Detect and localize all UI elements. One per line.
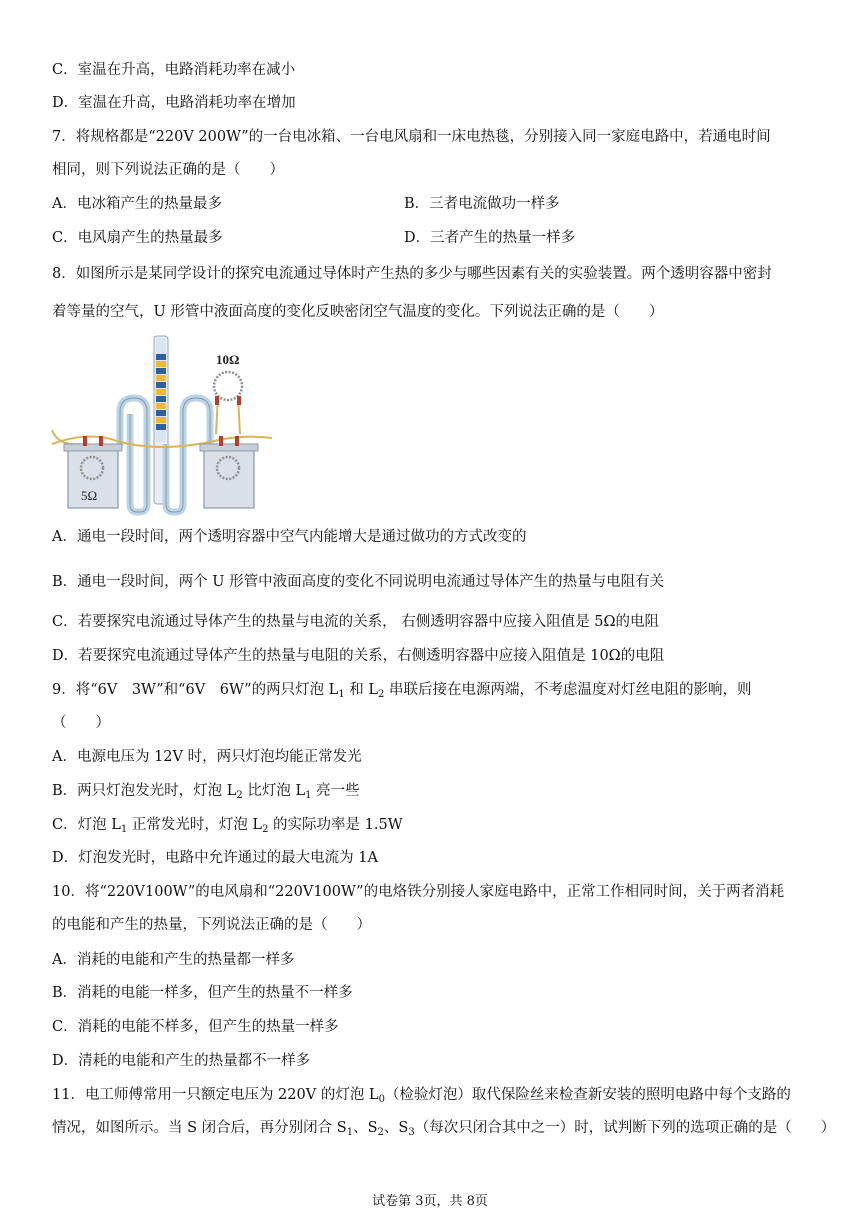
q9-option-c: C．灯泡 $L_1$ 正常发光时，灯泡 $L_2$ 的实际功率是 1.5W [52,817,403,835]
q6-option-d: D．室温在升高，电路消耗功率在增加 [52,95,296,111]
q9-option-a: A．电源电压为 12V 时，两只灯泡均能正常发光 [52,749,362,765]
q8-stem: 8．如图所示是某同学设计的探究电流通过导体时产生热的多少与哪些因素有关的实验装置。两个透明容器中密封 [52,266,772,282]
q8-option-c: C．若要探究电流通过导体产生的热量与电流的关系， 右侧透明容器中应接入阻值是 5Ω的电阻 [52,614,660,630]
q9-option-d: D．灯泡发光时，电路中允许通过的最大电流为 1A [52,850,378,866]
q10-option-a: A．消耗的电能和产生的热量都一样多 [52,952,295,968]
q9-option-b: B．两只灯泡发光时，灯泡 $L_2$ 比灯泡 $L_1$ 亮一些 [52,783,360,801]
q8-option-b: B．通电一段时间，两个 U 形管中液面高度的变化不同说明电流通过导体产生的热量与电阻有关 [52,574,665,590]
q10-option-b: B．消耗的电能一样多，但产生的热量不一样多 [52,985,353,1001]
q8-option-a: A．通电一段时间，两个透明容器中空气内能增大是通过做功的方式改变的 [52,529,527,545]
right-resistor-label: 10Ω [216,352,240,367]
q7-option-c-text: C．电风扇产生的热量最多 [52,230,223,246]
q7-stem-cont: 相同，则下列说法正确的是（ ） [52,162,284,178]
q8-stem-cont: 着等量的空气，U 形管中液面高度的变化反映密闭空气温度的变化。下列说法正确的是（ ） [52,304,664,320]
left-resistor-label: 5Ω [81,488,98,503]
q10-option-c: C．消耗的电能不样多，但产生的热量一样多 [52,1019,339,1035]
q11-stem-cont: 情况，如图所示。当 S 闭合后，再分别闭合 $S_1$、$S_2$、$S_3$（每次只闭合其中之一）时，试判断下列的选项正确的是（ ） [52,1120,836,1138]
q9-stem: 9．将“6V 3W”和“6V 6W”的两只灯泡 $L_1$ 和 $L_2$ 串联后接在电源两端，不考虑温度对灯丝电阻的影响，则 [52,682,752,700]
q8-option-d: D．若要探究电流通过导体产生的热量与电阻的关系，右侧透明容器中应接入阻值是 10Ω的电阻 [52,648,665,664]
q7-option-d: D．三者产生的热量一样多 [404,230,576,246]
q6-option-c: C．室温在升高，电路消耗功率在减小 [52,62,296,78]
q7-option-b: B．三者电流做功一样多 [404,196,560,212]
q9-stem-cont: （ ） [52,715,110,731]
joule-heating-apparatus-figure [50,334,275,519]
q7-stem: 7．将规格都是“220V 200W”的一台电冰箱、一台电风扇和一床电热毯，分别接入同一家庭电路中，若通电时间 [52,129,771,145]
q7-option-a-text: A．电冰箱产生的热量最多 [52,196,222,212]
q10-stem-cont: 的电能和产生的热量，下列说法正确的是（ ） [52,917,371,933]
page-footer: 试卷第 3页，共 8页 [372,1194,488,1209]
q10-option-d: D．清耗的电能和产生的热量都不一样多 [52,1053,311,1069]
q10-stem: 10．将“220V100W”的电风扇和“220V100W”的电烙铁分别接人家庭电路中，正常工作相同时间，关于两者消耗 [52,884,785,900]
q11-stem: 11．电工师傅常用一只额定电压为 220V 的灯泡 $L_0$（检验灯泡）取代保险丝来检查新安装的照明电路中每个支路的 [52,1087,791,1105]
q7-option-c [52,228,576,248]
q7-option-a [52,194,560,214]
